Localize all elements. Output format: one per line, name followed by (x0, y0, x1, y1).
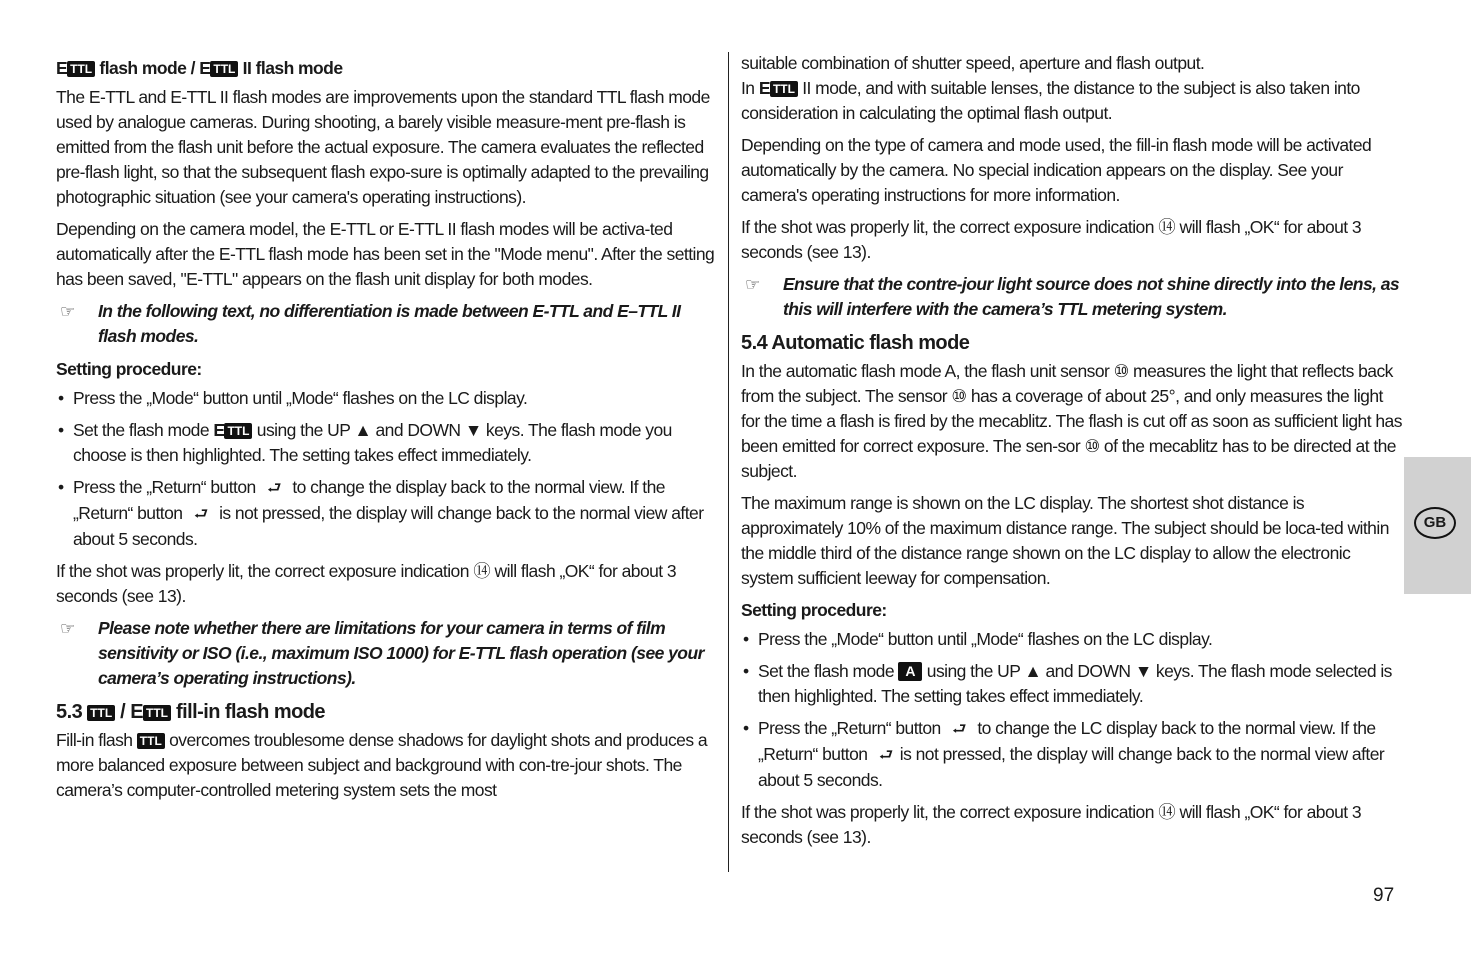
heading-text: II flash mode (238, 58, 343, 78)
bullet: • (58, 420, 64, 440)
paragraph-text: II mode, and with suitable lenses, the distance to the subject is also taken into consideration in calculating the optimal flash output. (741, 78, 1360, 123)
paragraph: Depending on the camera model, the E-TTL or E-TTL II flash modes will be activa-ted automatically after the E-TTL flash mode has been set in the "Mode menu". After the setting has been saved, "E-TTL" appears on the flash unit display for both modes. (56, 219, 715, 289)
list-item-text: Press the „Return“ button (758, 718, 946, 738)
bullet: • (743, 718, 749, 738)
list-item (56, 418, 718, 468)
right-column (741, 51, 1403, 857)
heading-text: fill-in flash mode (170, 701, 325, 723)
ttl-badge: TTL (67, 61, 95, 77)
heading-ettl-flash-mode (56, 56, 718, 81)
paragraph: The maximum range is shown on the LC display. The shortest shot distance is approximately 10% of the maximum distance range. The subject should be loca-ted within the middle third of the distance range shown on the LC display to allow the electronic system sufficient leeway for compensation. (741, 493, 1389, 588)
ttl-badge: TTL (137, 733, 165, 749)
paragraph-text: In (741, 78, 759, 98)
heading-text: / E (115, 701, 143, 723)
note-text: Please note whether there are limitations for your camera in terms of film sensitivity or ISO (i.e., maximum ISO 1000) for E-TTL flash operation (see your camera’s operating instructions). (98, 618, 704, 688)
heading-e: E (56, 58, 68, 78)
pointing-hand-icon: ☞ (745, 275, 760, 294)
list-item-text: Press the „Return“ button (73, 477, 261, 497)
list-item (741, 716, 1403, 793)
list-item (56, 386, 718, 411)
ttl-badge: TTL (224, 423, 252, 439)
paragraph: If the shot was properly lit, the correct exposure indication ⑭ will flash „OK“ for about 3 seconds (see 13). (741, 217, 1362, 262)
note (56, 616, 718, 691)
note-text: In the following text, no differentiation is made between E-TTL and E–TTL II flash modes. (98, 301, 681, 346)
setting-procedure-heading: Setting procedure: (741, 600, 887, 620)
return-arrow-icon: ⮐ (267, 480, 281, 497)
paragraph: In the automatic flash mode A, the flash unit sensor ⑩ measures the light that reflects back from the subject. The sensor ⑩ has a coverage of about 25°, and only measures the light for the time a flash is fired by the mecablitz. The flash is cut off as soon as sufficient light has been emitted for correct exposure. The sen-sor ⑩ of the mecablitz has to be directed at the subject. (741, 361, 1402, 481)
bullet: • (743, 629, 749, 649)
ttl-badge: TTL (210, 61, 238, 77)
page-number: 97 (1373, 885, 1395, 906)
paragraph: suitable combination of shutter speed, aperture and flash output. (741, 53, 1205, 73)
return-arrow-icon: ⮐ (952, 721, 966, 738)
auto-mode-badge: A (898, 662, 922, 681)
return-arrow-icon: ⮐ (878, 747, 893, 764)
pointing-hand-icon: ☞ (60, 619, 75, 638)
procedure-list (56, 386, 718, 552)
list-item-text: using the UP ▲ and DOWN ▼ keys. The flash mode you choose is then highlighted. The setting takes effect immediately. (73, 420, 672, 465)
left-column (56, 56, 718, 810)
mode-letter: E (758, 78, 770, 98)
heading-text: flash mode / E (95, 58, 211, 78)
paragraph: Depending on the type of camera and mode used, the fill-in flash mode will be activated automatically by the camera. No special indication appears on the display. See your camera's operating instructions for more information. (741, 135, 1372, 205)
procedure-list (741, 627, 1403, 793)
return-arrow-icon: ⮐ (193, 506, 208, 523)
ttl-badge: TTL (87, 705, 115, 721)
list-item-text: Press the „Mode“ button until „Mode“ flashes on the LC display. (73, 388, 528, 408)
paragraph: If the shot was properly lit, the correct exposure indication ⑭ will flash „OK“ for about 3 seconds (see 13). (741, 802, 1362, 847)
bullet: • (743, 661, 749, 681)
language-tab (1404, 457, 1471, 594)
note (741, 272, 1403, 322)
list-item-text: is not pressed, the display will change back to the normal view after about 5 seconds. (73, 503, 704, 549)
heading-text: 5.3 (56, 701, 88, 723)
note (56, 299, 718, 349)
list-item-text: Set the flash mode (758, 661, 899, 681)
list-item (741, 627, 1403, 652)
note-text: Ensure that the contre-jour light source does not shine directly into the lens, as this will interfere with the camera’s TTL metering system. (783, 274, 1400, 319)
language-badge: GB (1414, 507, 1456, 539)
ttl-badge: TTL (143, 705, 171, 721)
list-item-text: Press the „Mode“ button until „Mode“ flashes on the LC display. (758, 629, 1213, 649)
paragraph-text: overcomes troublesome dense shadows for daylight shots and produces a more balanced exposure between subject and background with con-tre-jour shots. The camera’s computer-controlled metering system sets the most (56, 730, 708, 800)
section-heading-5-4: 5.4 Automatic flash mode (741, 332, 970, 354)
paragraph (741, 76, 1403, 126)
mode-letter: E (213, 420, 225, 440)
paragraph: If the shot was properly lit, the correct exposure indication ⑭ will flash „OK“ for about 3 seconds (see 13). (56, 561, 677, 606)
paragraph: The E-TTL and E-TTL II flash modes are improvements upon the standard TTL flash mode used by analogue cameras. During shooting, a barely visible measure-ment pre-flash is emitted from the flash unit before the actual exposure. The camera evaluates the reflected pre-flash light, so that the subsequent flash expo-sure is optimally adapted to the prevailing photographic situation (see your camera's operating instructions). (56, 87, 710, 207)
list-item-text: using the UP ▲ and DOWN ▼ keys. The flash mode selected is then highlighted. The setting takes effect immediately. (758, 661, 1392, 706)
bullet: • (58, 477, 64, 497)
pointing-hand-icon: ☞ (60, 302, 75, 321)
list-item-text: Set the flash mode (73, 420, 214, 440)
list-item (56, 475, 718, 552)
setting-procedure-heading: Setting procedure: (56, 359, 202, 379)
list-item (741, 659, 1403, 709)
list-item-text: to change the display back to the normal view. If the „Return“ button (73, 477, 665, 523)
section-heading-5-3 (56, 699, 718, 726)
paragraph-text: Fill-in flash (56, 730, 137, 750)
ttl-badge: TTL (770, 81, 798, 97)
bullet: • (58, 388, 64, 408)
list-item-text: is not pressed, the display will change back to the normal view after about 5 seconds. (758, 744, 1385, 790)
list-item-text: to change the LC display back to the normal view. If the „Return“ button (758, 718, 1376, 764)
paragraph (56, 728, 718, 803)
column-divider (728, 52, 729, 872)
